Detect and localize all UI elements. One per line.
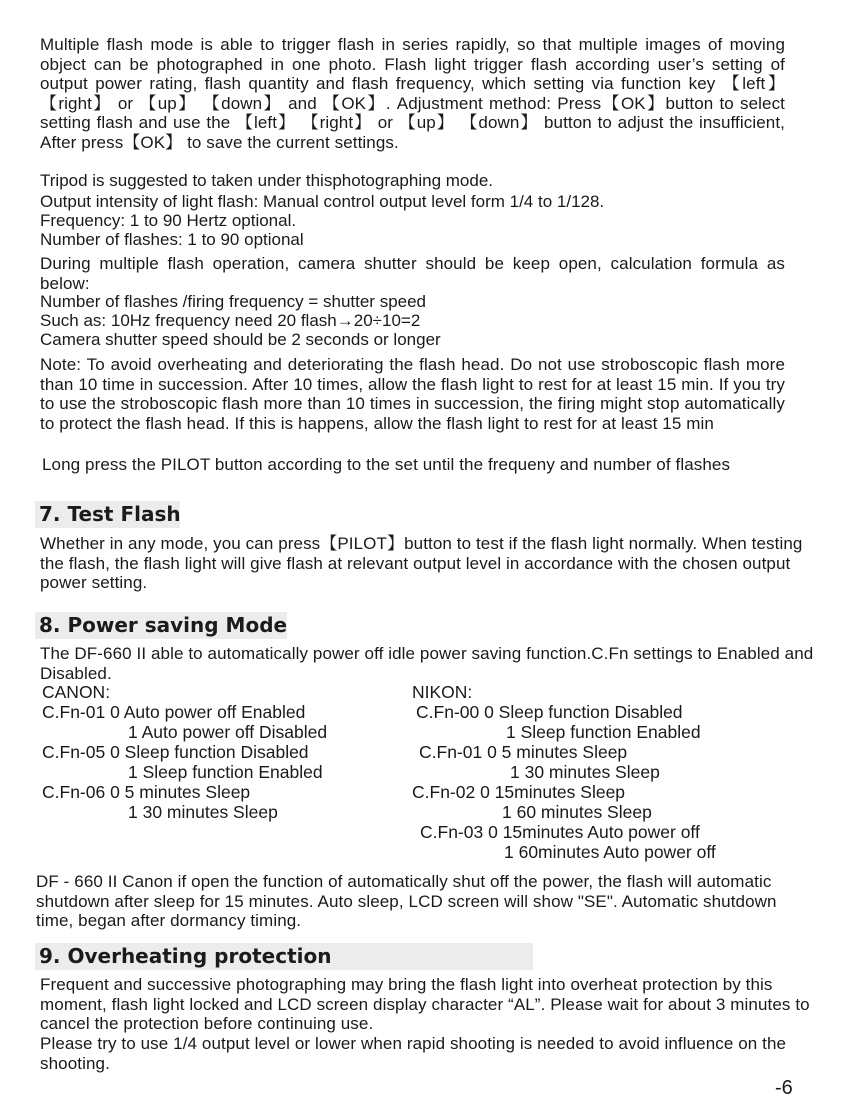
frequency-range: Frequency: 1 to 90 Hertz optional. xyxy=(40,211,297,230)
canon-setting-row: 1 Sleep function Enabled xyxy=(128,762,323,782)
nikon-setting-row: 1 Sleep function Enabled xyxy=(506,722,701,742)
formula-line-3: Camera shutter speed should be 2 seconds or longer xyxy=(40,330,441,349)
nikon-setting-row: 1 60minutes Auto power off xyxy=(504,842,716,862)
page-number: -6 xyxy=(775,1077,793,1099)
nikon-setting-row: C.Fn-01 0 5 minutes Sleep xyxy=(419,742,628,762)
nikon-setting-row: C.Fn-00 0 Sleep function Disabled xyxy=(416,702,683,722)
canon-setting-row: C.Fn-01 0 Auto power off Enabled xyxy=(42,702,306,722)
section-heading-power-saving: 8. Power saving Mode xyxy=(35,612,287,639)
canon-setting-row: 1 30 minutes Sleep xyxy=(128,802,278,822)
tripod-note: Tripod is suggested to taken under thisphotographing mode. xyxy=(40,171,493,190)
canon-setting-row: C.Fn-06 0 5 minutes Sleep xyxy=(42,782,251,802)
shutter-instruction: During multiple flash operation, camera shutter should be keep open, calculation formula as below: xyxy=(40,254,785,293)
power-saving-intro: The DF-660 II able to automatically power off idle power saving function.C.Fn settings to Enabled and Disabled. xyxy=(40,644,814,683)
pilot-instruction: Long press the PILOT button according to the set until the frequeny and number of flashes xyxy=(42,455,731,474)
flash-count-range: Number of flashes: 1 to 90 optional xyxy=(40,230,304,249)
section-heading-overheating: 9. Overheating protection xyxy=(35,943,533,970)
section-heading-test-flash: 7. Test Flash xyxy=(35,501,180,528)
test-flash-body: Whether in any mode, you can press【PILOT】button to test if the flash light normally. When testing the flash, the flash light will give flash at relevant output level in accordance with the chosen output power setting. xyxy=(40,534,803,592)
nikon-setting-row: 1 30 minutes Sleep xyxy=(510,762,660,782)
canon-label: CANON: xyxy=(42,682,111,702)
nikon-setting-row: C.Fn-02 0 15minutes Sleep xyxy=(412,782,626,802)
multiflash-intro: Multiple flash mode is able to trigger flash in series rapidly, so that multiple images of moving object can be photographed in one photo. Flash light trigger flash according user’s setting of output power rating, flash quantity and flash frequency, which setting via function key 【left】 【right】 or 【up】 【down】 and 【OK】. Adjustment method: Press【OK】button to select setting flash and use the 【left】 【right】 or 【up】 【down】 button to adjust the insufficient, After press【OK】 to save the current settings. xyxy=(40,35,785,152)
formula-line-1: Number of flashes /firing frequency = shutter speed xyxy=(40,292,427,311)
canon-settings xyxy=(42,682,327,822)
nikon-setting-row: 1 60 minutes Sleep xyxy=(502,802,652,822)
nikon-label: NIKON: xyxy=(412,682,473,702)
overheating-advice: Please try to use 1/4 output level or lower when rapid shooting is needed to avoid influence on the shooting. xyxy=(40,1034,787,1073)
auto-shutdown-note: DF - 660 II Canon if open the function of automatically shut off the power, the flash will automatic shutdown after sleep for 15 minutes. Auto sleep, LCD screen will show "SE". Automatic shutdown time, began after dormancy timing. xyxy=(36,872,777,930)
canon-setting-row: C.Fn-05 0 Sleep function Disabled xyxy=(42,742,309,762)
nikon-settings xyxy=(412,682,716,862)
formula-line-2: Such as: 10Hz frequency need 20 flash→20÷10=2 xyxy=(40,311,421,330)
output-intensity: Output intensity of light flash: Manual control output level form 1/4 to 1/128. xyxy=(40,192,605,211)
nikon-setting-row: C.Fn-03 0 15minutes Auto power off xyxy=(420,822,700,842)
overheat-note: Note: To avoid overheating and deteriorating the flash head. Do not use stroboscopic flash more than 10 time in succession. After 10 times, allow the flash light to rest for at least 15 min. If you try to use the stroboscopic flash more than 10 times in succession, the firing might stop automatically to protect the flash head. If this is happens, allow the flash light to rest for at least 15 min xyxy=(40,355,785,433)
overheating-body: Frequent and successive photographing may bring the flash light into overheat protection by this moment, flash light locked and LCD screen display character “AL”. Please wait for about 3 minutes to cancel the protection before continuing use. xyxy=(40,975,810,1033)
canon-setting-row: 1 Auto power off Disabled xyxy=(128,722,328,742)
